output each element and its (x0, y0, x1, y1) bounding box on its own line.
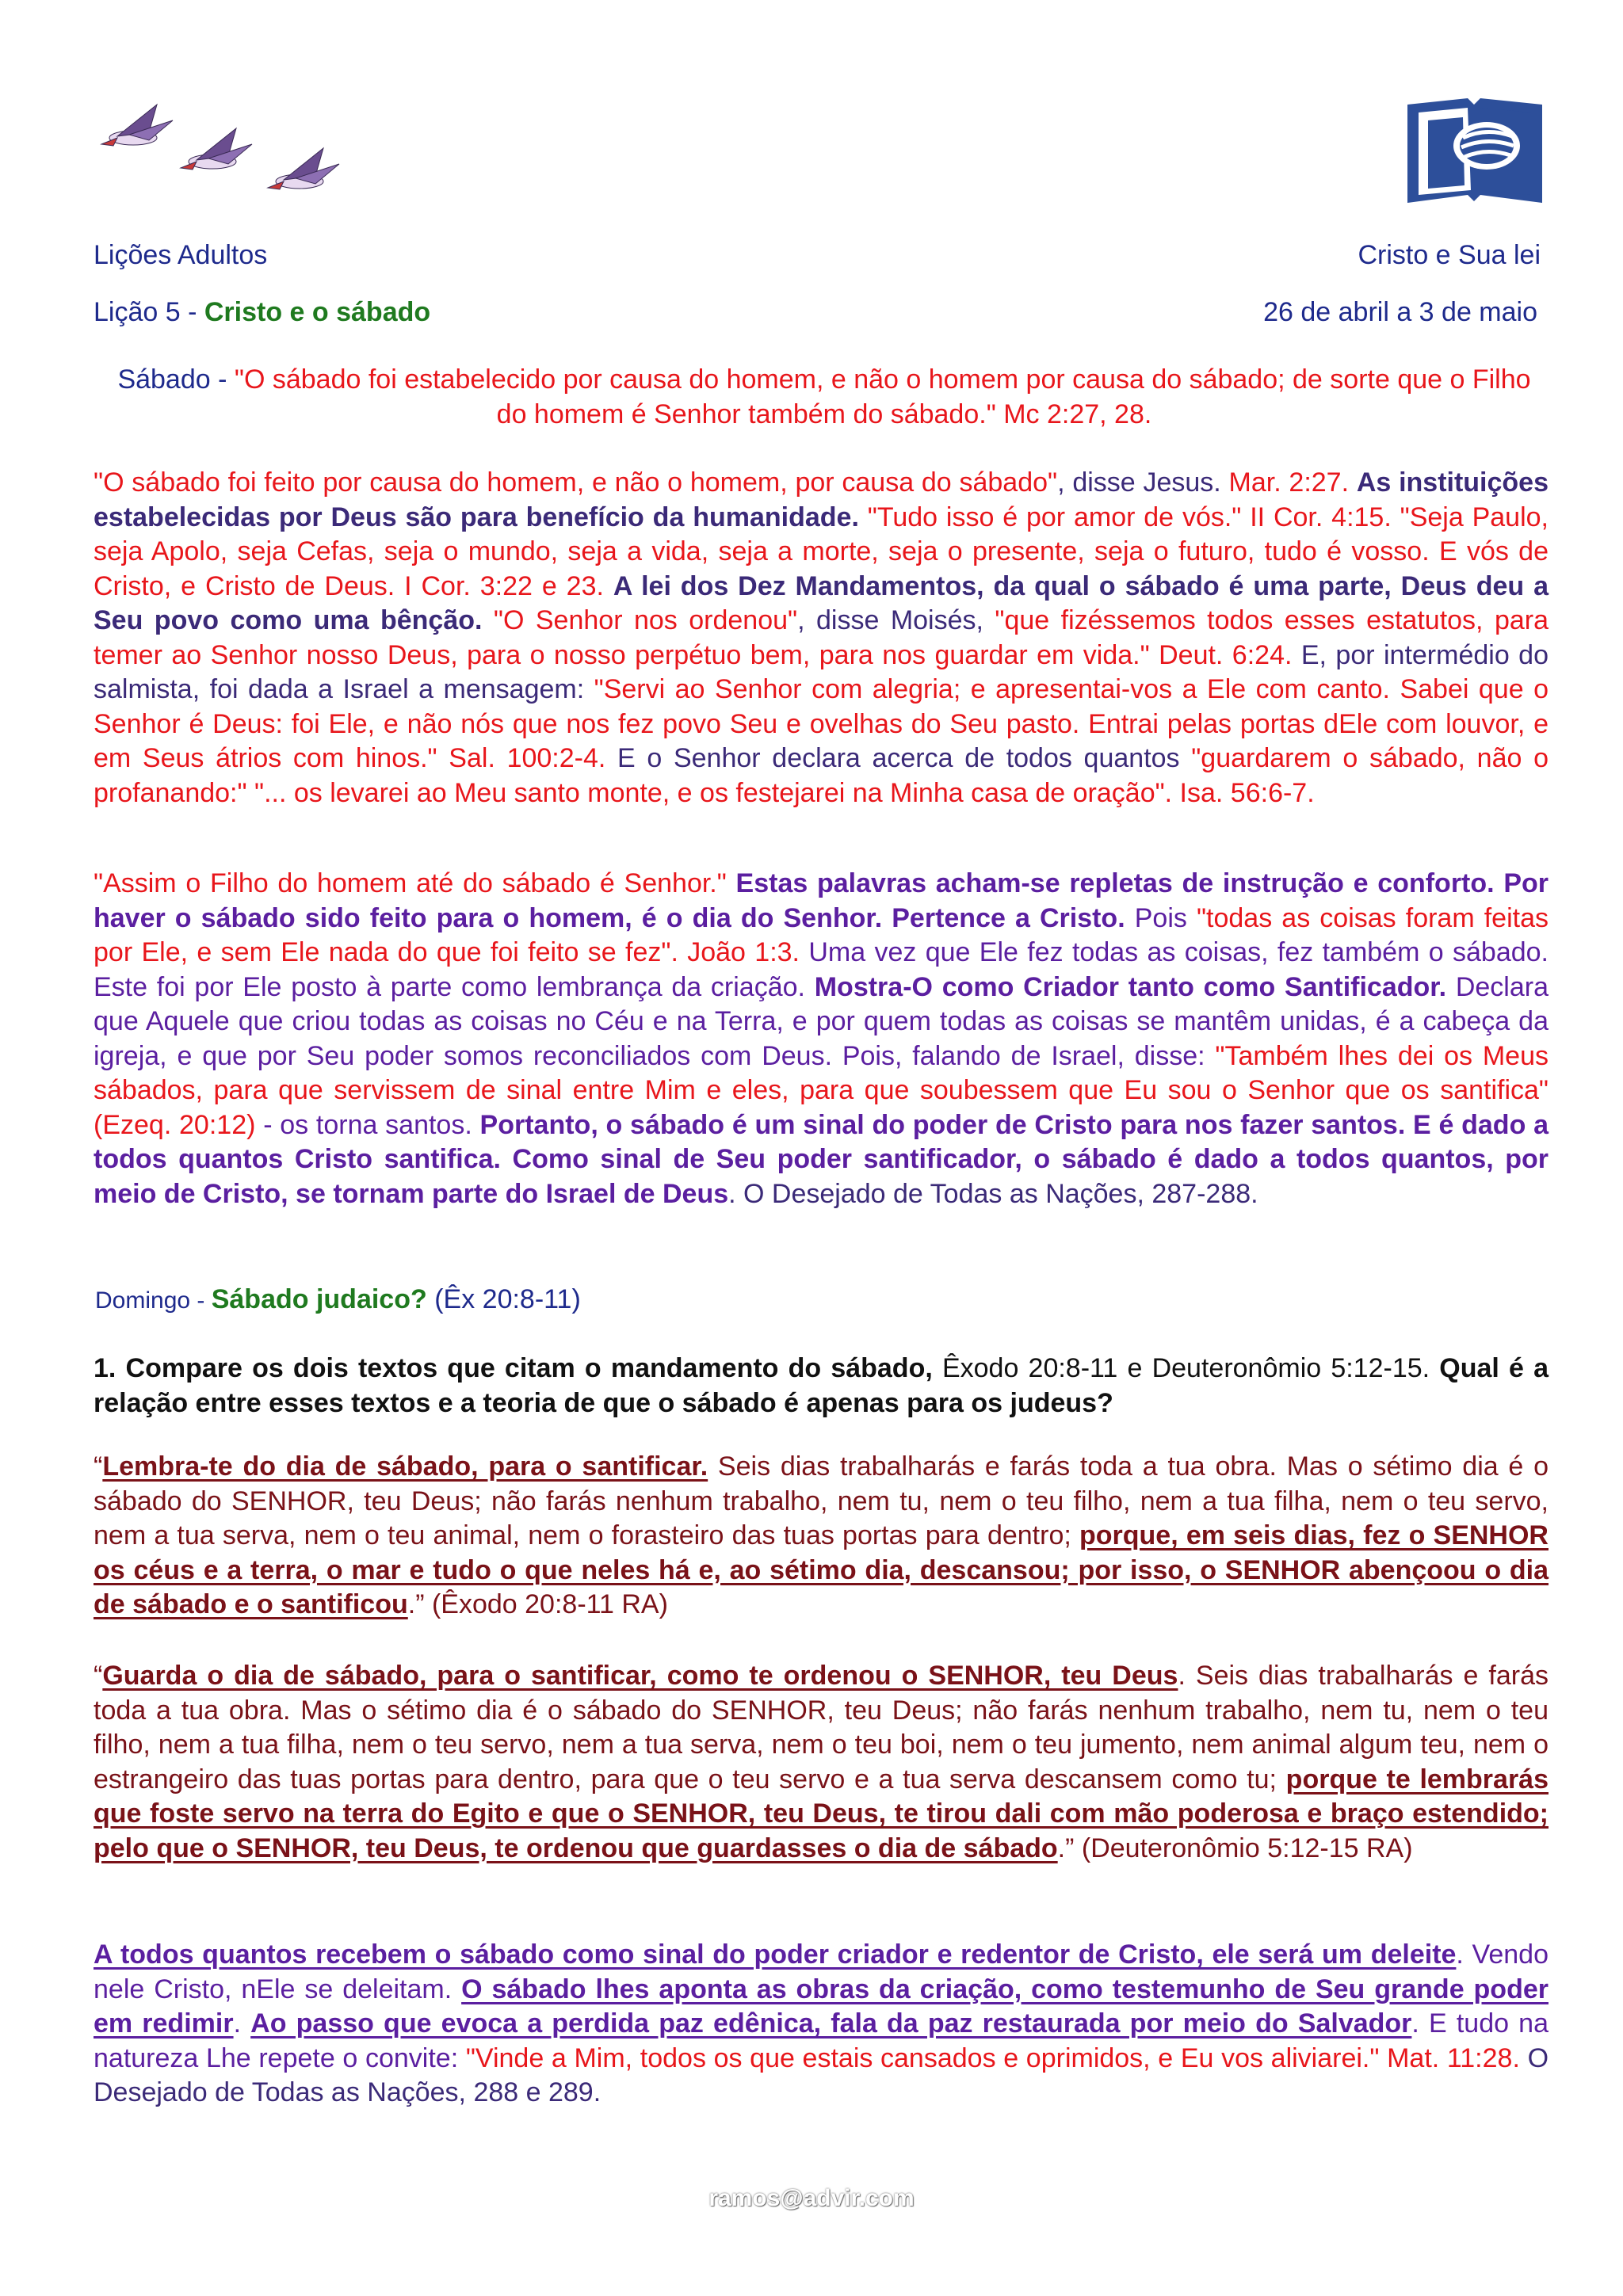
deut-run: Guarda o dia de sábado, para o santificar, como te ordenou o SENHOR, teu Deus (102, 1661, 1178, 1691)
para2-run: Portanto, o sábado é um sinal do poder de Cristo para nos fazer santos. E é dado a todos quantos Cristo santifica. Como sinal de Seu poder santificador, o sábado é dado a todos quantos, por meio de Cristo, se tornam parte do Israel de Deus (94, 1109, 1549, 1209)
deut-run: “ (94, 1661, 103, 1691)
paragraph-3 (94, 1938, 1549, 2111)
flying-birds-icon (94, 89, 379, 208)
question-run: Êxodo 20:8-11 e Deuteronômio 5:12-15. (941, 1353, 1440, 1383)
paragraph-1 (94, 466, 1549, 810)
open-book-logo-icon (1404, 97, 1545, 204)
question-run: Qual é a relação entre esses textos e a teoria de que o sábado é apenas para os judeus? (94, 1353, 1549, 1418)
para2-run: "Também lhes dei os Meus sábados, para que servissem de sinal entre Mim e eles, para que soubessem que Eu sou o Senhor que os santifica" (Ezeq. 20:12) (94, 1040, 1549, 1140)
question-run: 1. Compare os dois textos que citam o mandamento do sábado, (94, 1353, 942, 1383)
paragraph-2 (94, 867, 1549, 1211)
sunday-heading (95, 1282, 581, 1318)
para3-run: O sábado lhes aponta as obras da criação, como testemunho de Seu grande poder em redimir (94, 1974, 1549, 2039)
para3-run: O Desejado de Todas as Nações, 288 e 289. (94, 2042, 1549, 2107)
para2-run: Estas palavras acham-se repletas de instrução e conforto. Por haver o sábado sido feito para o homem, é o dia do Senhor. Pertence a Cristo. (94, 868, 1549, 933)
exodus-run: Lembra-te do dia de sábado, para o santificar. (102, 1451, 708, 1482)
para3-run: Ao passo que evoca a perdida paz edênica, fala da paz restaurada por meio do Salvador (250, 2008, 1412, 2039)
para2-run: Mostra-O como Criador tanto como Santificador. (814, 971, 1456, 1002)
sunday-day-label: Domingo - (95, 1287, 212, 1314)
para2-run: Pois (1134, 902, 1197, 933)
para3-run: . (233, 2008, 251, 2039)
para3-run: . Vendo nele Cristo, nEle se deleitam. (94, 1939, 1549, 2004)
para1-run: "O sábado foi feito por causa do homem, e não o homem, por causa do sábado" (94, 467, 1058, 498)
sabbath-day-label: Sábado - (117, 364, 235, 395)
sabbath-verse-block (111, 363, 1537, 432)
exodus-run: porque, em seis dias, fez o SENHOR os céus e a terra, o mar e tudo o que neles há e, ao sétimo dia, descansou; por isso, o SENHOR abençoou o dia de sábado e o santificou (94, 1520, 1549, 1619)
para1-run: "guardarem o sábado, não o profanando:" "... os levarei ao Meu santo monte, e os festejarei na Minha casa de oração". Isa. 56:6-7. (94, 743, 1549, 808)
footer-email: ramos@advir.com (708, 2185, 915, 2211)
lesson-dates: 26 de abril a 3 de maio (1263, 297, 1537, 327)
question-1 (94, 1352, 1549, 1421)
sunday-reference: (Êx 20:8-11) (426, 1284, 581, 1314)
para1-run: , disse Jesus. (1057, 467, 1229, 498)
para2-run: - os torna santos. (263, 1109, 480, 1140)
sunday-title: Sábado judaico? (211, 1284, 427, 1314)
exodus-run: Seis dias trabalharás e farás toda a tua obra. Mas o sétimo dia é o sábado do SENHOR, teu Deus; não farás nenhum trabalho, nem tu, nem o teu filho, nem a tua filha, nem o teu servo, nem a tua serva, nem o teu animal, nem o forasteiro das tuas portas para dentro; (94, 1451, 1549, 1550)
sabbath-verse: "O sábado foi estabelecido por causa do homem, e não o homem por causa do sábado; de sorte que o Filho do homem é Senhor também do sábado." Mc 2:27, 28. (234, 364, 1531, 429)
para2-run: . O Desejado de Todas as Nações, 287-288. (728, 1178, 1258, 1209)
lesson-title: Cristo e o sábado (204, 297, 431, 327)
para2-run: Uma vez que Ele fez todas as coisas, fez também o sábado. Este foi por Ele posto à parte como lembrança da criação. (94, 937, 1549, 1002)
para1-run: E, por intermédio do salmista, foi dada a Israel a mensagem: (94, 639, 1549, 704)
deut-run: .” (Deuteronômio 5:12-15 RA) (1057, 1833, 1413, 1863)
para1-run: "Servi ao Senhor com alegria; e apresentai-vos a Ele com canto. Sabei que o Senhor é Deus: foi Ele, e não nós que nos fez povo Seu e ovelhas do Seu pasto. Entrai pelas portas dEle com louvor, e em Seus átrios com hinos." Sal. 100:2-4. (94, 674, 1549, 773)
lesson-line (94, 295, 430, 330)
exodus-run: .” (Êxodo 20:8-11 RA) (407, 1589, 668, 1619)
para1-run: Mar. 2:27. (1228, 467, 1357, 498)
para1-run: E o Senhor declara acerca de todos quantos (617, 743, 1192, 773)
exodus-run: “ (94, 1451, 103, 1482)
para3-run: A todos quantos recebem o sábado como sinal do poder criador e redentor de Cristo, ele será um deleite (94, 1939, 1457, 1970)
lesson-prefix: Lição 5 - (94, 297, 204, 327)
exodus-quote (94, 1450, 1549, 1623)
para3-run: "Vinde a Mim, todos os que estais cansados e oprimidos, e Eu vos aliviarei." Mat. 11:28. (465, 2042, 1528, 2073)
series-label: Lições Adultos (94, 240, 268, 270)
para1-run: As instituições estabelecidas por Deus são para benefício da humanidade. (94, 467, 1549, 532)
para2-run: Declara que Aquele que criou todas as coisas no Céu e na Terra, e por quem todas as coisas se mantêm unidas, é a cabeça da igreja, e que por Seu poder somos reconciliados com Deus. Pois, falando de Israel, disse: (94, 971, 1549, 1071)
para1-run: "O Senhor nos ordenou" (493, 605, 798, 635)
para1-run: , disse Moisés, (797, 605, 995, 635)
para3-run: . E tudo na natureza Lhe repete o convite: (94, 2008, 1549, 2073)
para1-run: A lei dos Dez Mandamentos, da qual o sábado é uma parte, Deus deu a Seu povo como uma bênção. (94, 570, 1549, 635)
deut-run: porque te lembrarás que foste servo na terra do Egito e que o SENHOR, teu Deus, te tirou dali com mão poderosa e braço estendido; pelo que o SENHOR, teu Deus, te ordenou que guardasses o dia de sábado (94, 1764, 1549, 1863)
deuteronomy-quote (94, 1659, 1549, 1866)
para1-run: "Tudo isso é por amor de vós." II Cor. 4:15. "Seja Paulo, seja Apolo, seja Cefas, seja o mundo, seja a vida, seja a morte, seja o presente, seja o futuro, tudo é vosso. E vós de Cristo, e Cristo de Deus. I Cor. 3:22 e 23. (94, 502, 1549, 601)
para1-run: "que fizéssemos todos esses estatutos, para temer ao Senhor nosso Deus, para o nosso perpétuo bem, para nos guardar em vida." Deut. 6:24. (94, 605, 1549, 670)
para2-run: "Assim o Filho do homem até do sábado é Senhor." (94, 868, 736, 898)
para2-run: "todas as coisas foram feitas por Ele, e sem Ele nada do que foi feito se fez". João 1:3. (94, 902, 1549, 967)
quarter-title: Cristo e Sua lei (1358, 240, 1541, 270)
deut-run: . Seis dias trabalharás e farás toda a tua obra. Mas o sétimo dia é o sábado do SENHOR, teu Deus; não farás nenhum trabalho, nem tu, nem o teu filho, nem a tua filha, nem o teu servo, nem a tua serva, nem o teu boi, nem o teu jumento, nem animal algum teu, nem o estrangeiro das tuas portas para dentro, para que o teu servo e a tua serva descansem como tu; (94, 1661, 1549, 1794)
